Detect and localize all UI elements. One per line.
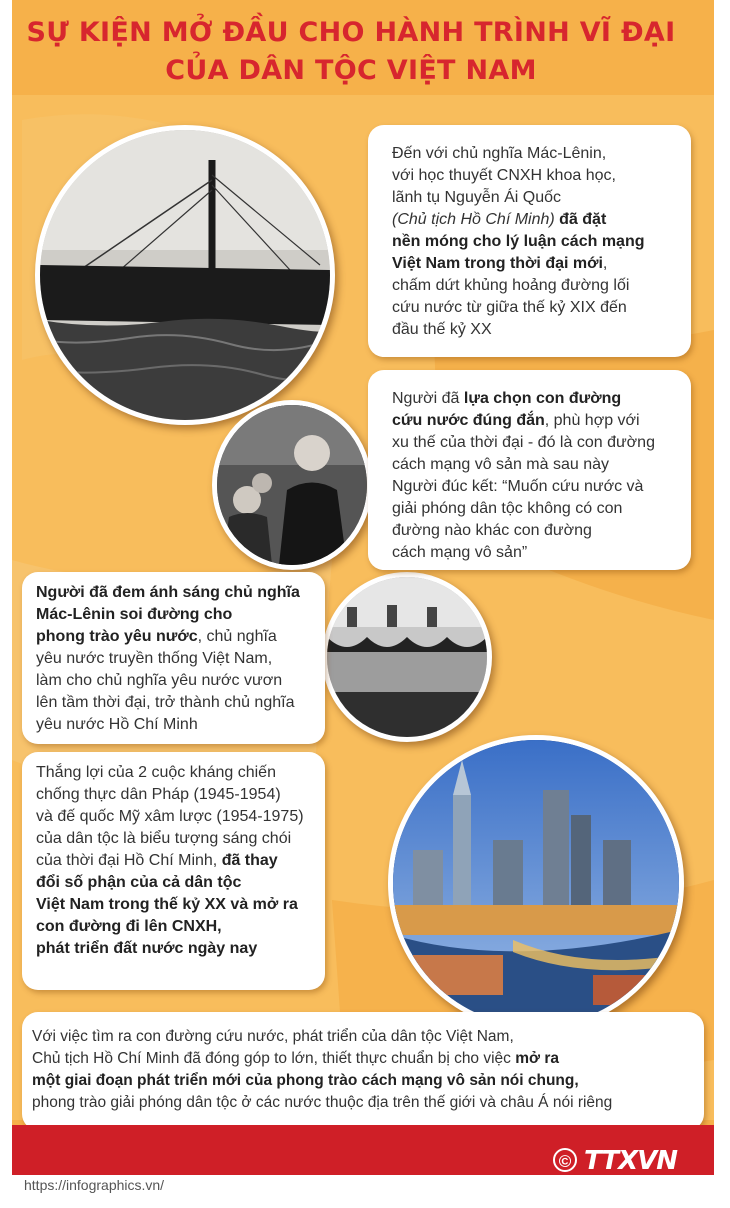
- card-5-line-4: phong trào giải phóng dân tộc ở các nước thuộc địa trên thế giới và châu Á nói riêng: [32, 1094, 613, 1111]
- card-2-line-2: [392, 410, 683, 432]
- card-3-line-3-b: phong trào yêu nước: [36, 628, 198, 645]
- card-5-line-2: [32, 1048, 700, 1070]
- assembly-image: [327, 577, 487, 737]
- card-4-line-5-b: đã thay: [221, 852, 278, 869]
- card-3-line-6: lên tầm thời đại, trở thành chủ nghĩa: [36, 694, 295, 711]
- card-5-line-1: Với việc tìm ra con đường cứu nước, phát triển của dân tộc Việt Nam,: [32, 1028, 514, 1045]
- card-2-line-6: giải phóng dân tộc không có con: [392, 500, 623, 517]
- card-1-line-1: Đến với chủ nghĩa Mác-Lênin,: [392, 145, 607, 162]
- card-2-line-1-b: lựa chọn con đường: [463, 390, 622, 407]
- card-2-line-2-b: cứu nước đúng đắn: [392, 412, 545, 429]
- card-3-line-3: [36, 626, 319, 648]
- card-4: [22, 752, 325, 990]
- card-1-line-9: đầu thế kỷ XX: [392, 321, 492, 338]
- ship-image: [40, 130, 330, 420]
- card-1-line-4-bold: đã đặt: [554, 211, 607, 228]
- card-4-line-5: [36, 850, 319, 872]
- card-2-line-1: [392, 388, 683, 410]
- card-4-line-5-a: của thời đại Hồ Chí Minh,: [36, 852, 222, 869]
- ship-photo: [35, 125, 335, 425]
- portrait-photo: [212, 400, 372, 570]
- logo-subtitle: Vietnam News Agency: [628, 1177, 698, 1184]
- card-1-line-4-italic: (Chủ tịch Hồ Chí Minh): [392, 211, 555, 228]
- card-1-line-6-bold: Việt Nam trong thời đại mới: [392, 255, 603, 272]
- card-1-line-3: lãnh tụ Nguyễn Ái Quốc: [392, 189, 561, 206]
- city-photo: [388, 735, 684, 1031]
- title-line-1: SỰ KIỆN MỞ ĐẦU CHO HÀNH TRÌNH VĨ ĐẠI: [26, 17, 676, 48]
- card-4-line-1: Thắng lợi của 2 cuộc kháng chiến: [36, 764, 276, 781]
- portrait-image: [217, 405, 367, 565]
- copyright-icon: ©: [553, 1148, 577, 1172]
- card-2-line-2-a: , phù hợp với: [544, 412, 640, 429]
- card-5-line-2-a: Chủ tịch Hồ Chí Minh đã đóng góp to lớn, thiết thực chuẩn bị cho việc: [32, 1050, 516, 1067]
- card-4-line-7: Việt Nam trong thế kỷ XX và mở ra: [36, 896, 298, 913]
- card-4-line-2: chống thực dân Pháp (1945-1954): [36, 786, 281, 803]
- card-4-line-3: và đế quốc Mỹ xâm lược (1954-1975): [36, 808, 304, 825]
- card-1-line-5: nền móng cho lý luận cách mạng: [392, 233, 645, 250]
- card-1-line-6-rest: ,: [602, 255, 608, 272]
- website-link[interactable]: https://infographics.vn/: [24, 1177, 165, 1193]
- card-1: [368, 125, 691, 357]
- card-5: [22, 1012, 704, 1130]
- card-2-line-5: Người đúc kết: “Muốn cứu nước và: [392, 478, 644, 495]
- card-2-line-4: cách mạng vô sản mà sau này: [392, 456, 610, 473]
- card-2-line-3: xu thế của thời đại - đó là con đường: [392, 434, 655, 451]
- card-1-line-6: [392, 253, 681, 275]
- card-2-line-7: đường nào khác con đường: [392, 522, 592, 539]
- card-4-line-4: của dân tộc là biểu tượng sáng chói: [36, 830, 292, 847]
- card-3-line-5: làm cho chủ nghĩa yêu nước vươn: [36, 672, 283, 689]
- card-3-line-2: Mác-Lênin soi đường cho: [36, 606, 233, 623]
- card-1-line-7: chấm dứt khủng hoảng đường lối: [392, 277, 630, 294]
- card-3-line-7: yêu nước Hồ Chí Minh: [36, 716, 198, 733]
- card-3-line-1: Người đã đem ánh sáng chủ nghĩa: [36, 584, 300, 601]
- card-3-line-4: yêu nước truyền thống Việt Nam,: [36, 650, 273, 667]
- city-image: [393, 740, 679, 1026]
- ttxvn-logo: TTXVN: [584, 1146, 677, 1176]
- title-line-2: CỦA DÂN TỘC VIỆT NAM: [165, 55, 537, 86]
- card-1-line-4: [392, 209, 681, 231]
- card-1-line-2: với học thuyết CNXH khoa học,: [392, 167, 616, 184]
- page-title: [0, 14, 702, 90]
- card-5-line-3: một giai đoạn phát triển mới của phong trào cách mạng vô sản nói chung,: [32, 1072, 579, 1089]
- card-2-line-8: cách mạng vô sản”: [392, 544, 528, 561]
- card-5-line-2-b: mở ra: [515, 1050, 559, 1067]
- card-4-line-8: con đường đi lên CNXH,: [36, 918, 222, 935]
- card-3-line-3-a: , chủ nghĩa: [197, 628, 277, 645]
- card-2: [368, 370, 691, 570]
- card-2-line-1-a: Người đã: [392, 390, 464, 407]
- card-1-line-8: cứu nước từ giữa thế kỷ XIX đến: [392, 299, 627, 316]
- card-3: [22, 572, 325, 744]
- card-4-line-6: đổi số phận của cả dân tộc: [36, 874, 242, 891]
- card-4-line-9: phát triển đất nước ngày nay: [36, 940, 258, 957]
- assembly-photo: [322, 572, 492, 742]
